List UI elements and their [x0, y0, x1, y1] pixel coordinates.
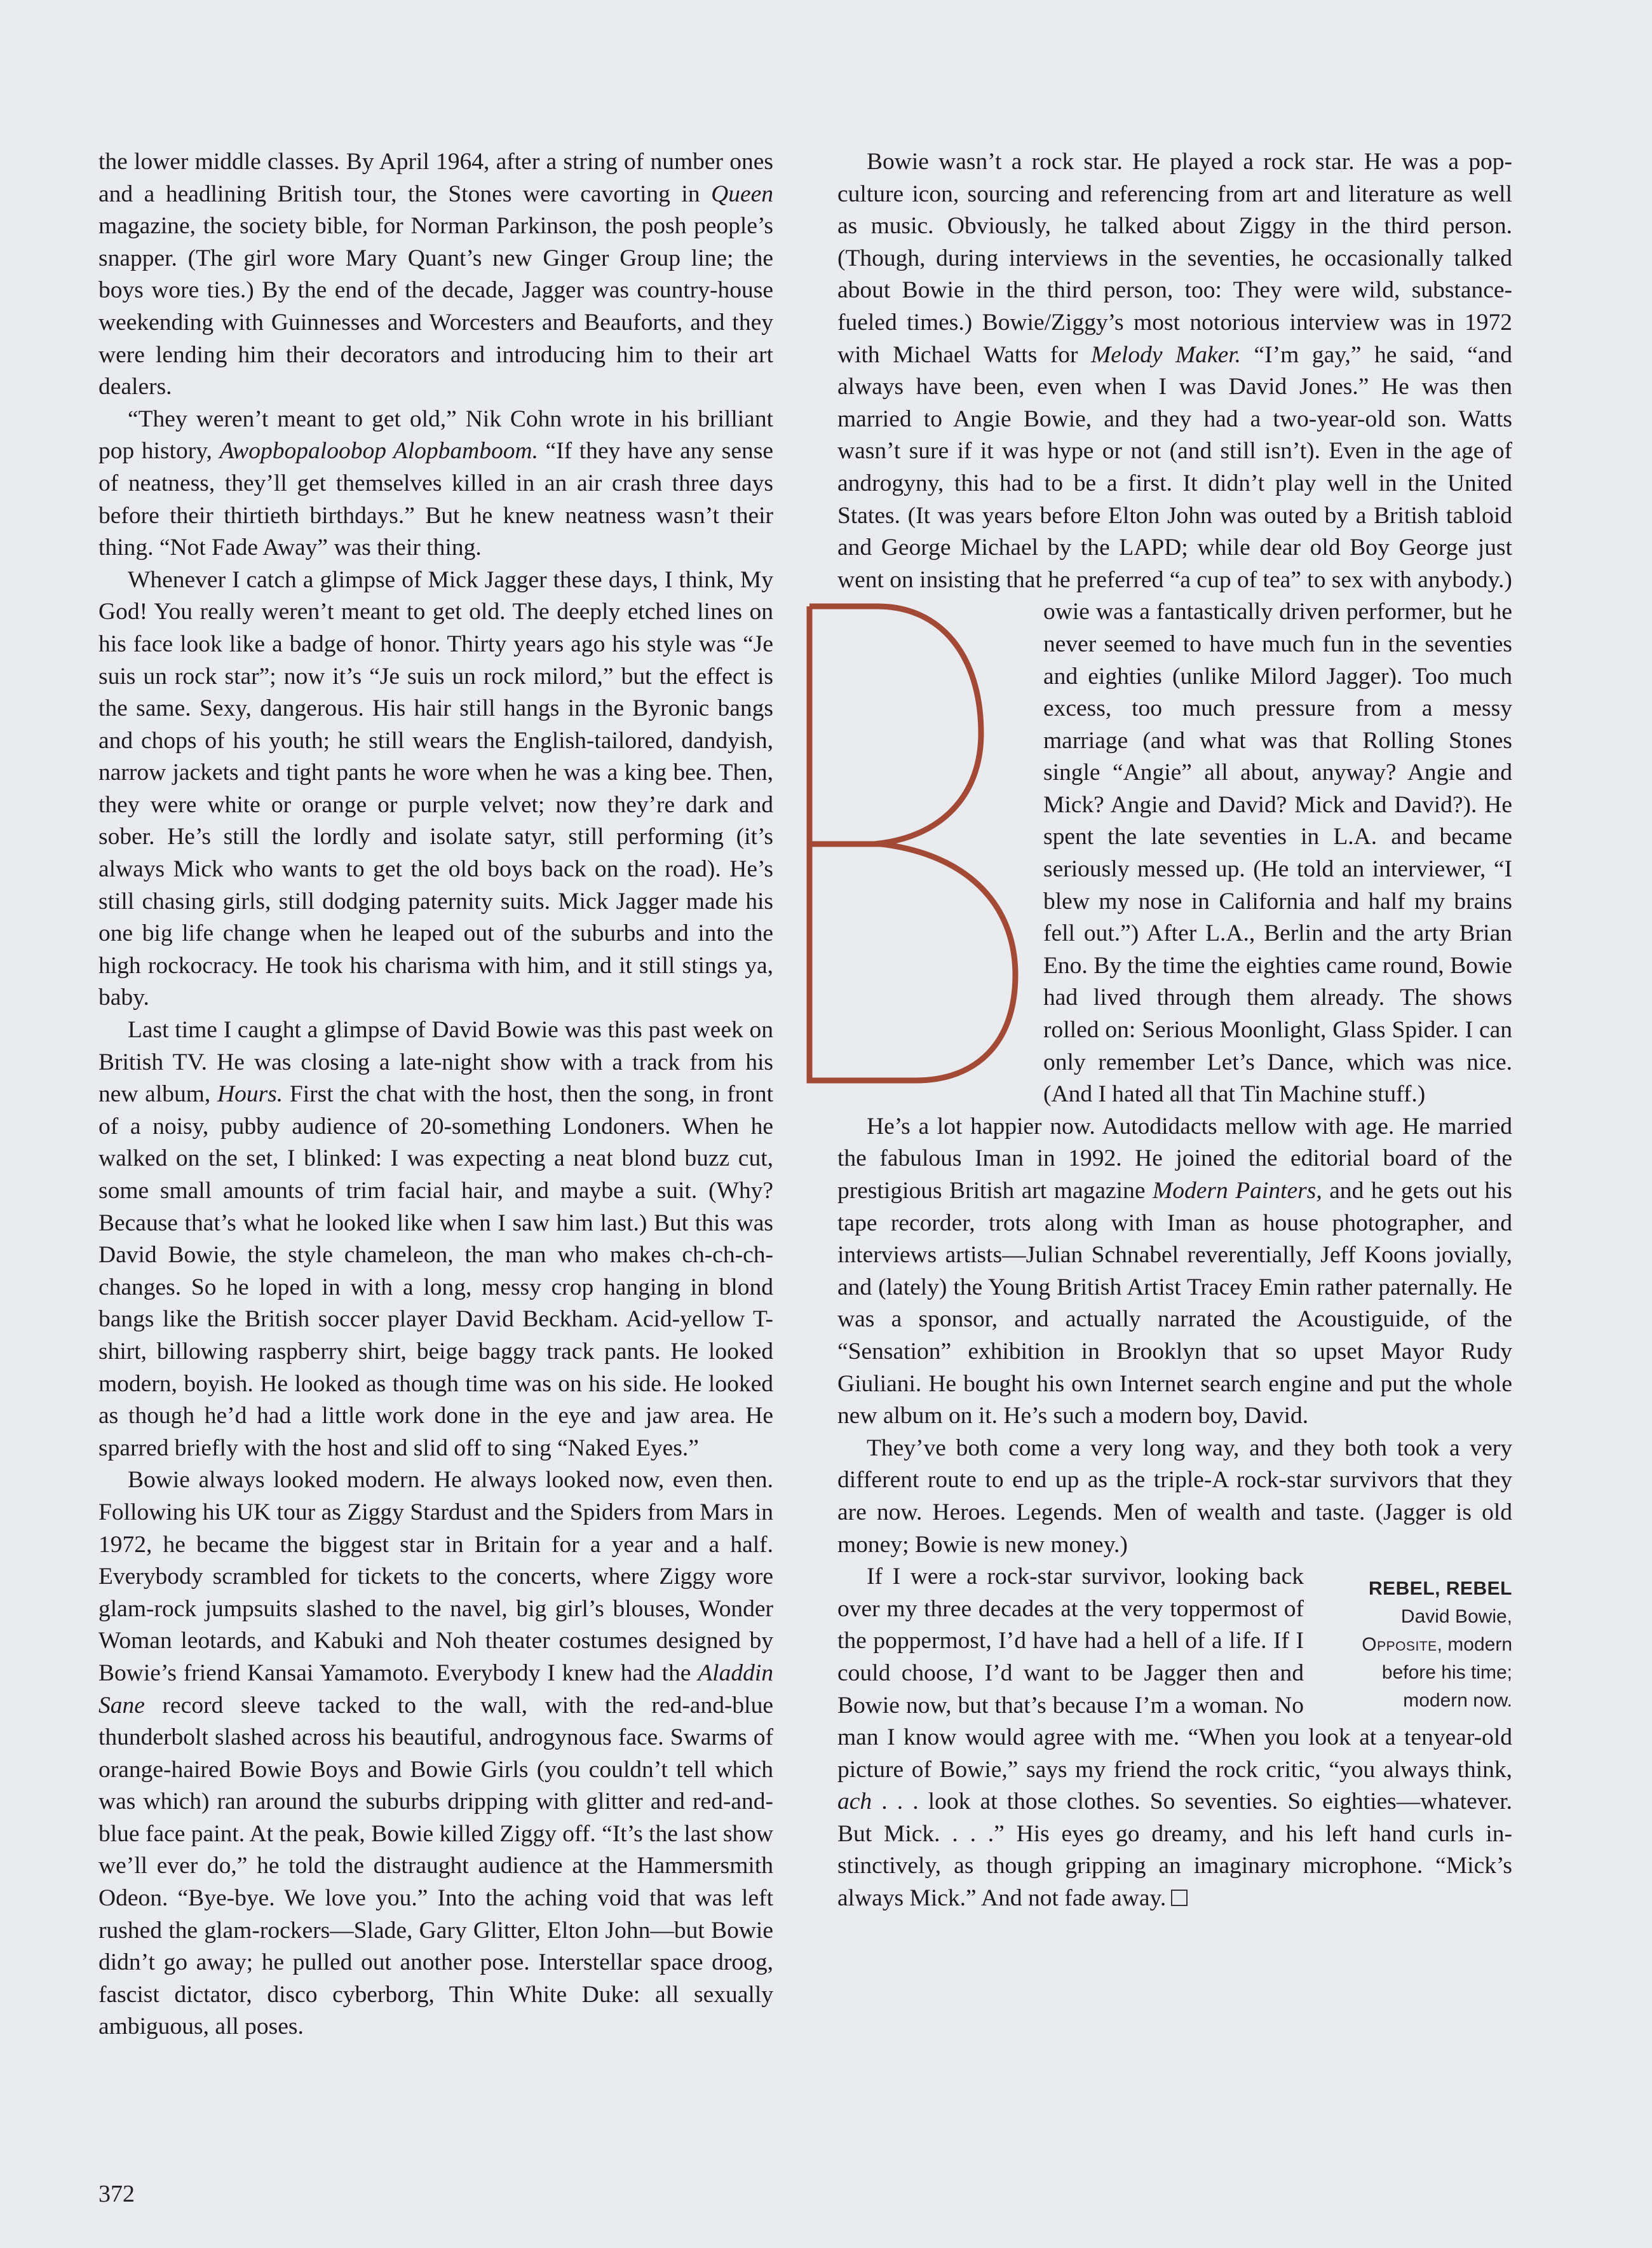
- right-column-top-text: [837, 146, 1512, 596]
- closing-paragraph-block: [837, 1561, 1512, 1915]
- paragraph-text: “If they have any sense of neatness, they’ll get themselves killed in an air crash three days before their thirtieth birthdays.” But he knew neatness wasn’t their thing. “Not Fade Away” was their thing.: [98, 438, 773, 561]
- right-column-bottom-text: [837, 1111, 1512, 1561]
- paragraph-text: He’s a lot happier now. Autodidacts mellow with age. He married the fabulous Iman in 1992. He joined the editorial board of the prestigious British art magazine: [837, 1113, 1512, 1204]
- paragraph-text: “I’m gay,” he said, “and always have been, even when I was David Jones.” He was then married to Angie Bowie, and they had a two-year-old son. Watts wasn’t sure if it was hype or not (and still isn’t). Even in the age of androgyny, this had to be a first. It didn’t play well in the United States. (It was years before Elton John was outed by a British tabloid and George Michael by the LAPD; while dear old Boy George just went on insisting that he preferred “a cup of tea” to sex with anybody.): [837, 341, 1512, 593]
- body-paragraph: [98, 564, 773, 1014]
- paragraph-text: “They weren’t meant to get old,” Nik Cohn wrote in his brilliant pop history,: [98, 405, 773, 465]
- body-paragraph: [837, 146, 1512, 596]
- paragraph-text: Whenever I catch a glimpse of Mick Jagger these days, I think, My God! You really weren’t meant to get old. The deeply etched lines on his face look like a badge of honor. Thirty years ago his style was “Je suis un rock star”; now it’s “Je suis un rock milord,” but the effect is the same. Sexy, dangerous. His hair still hangs in the Byronic bangs and chops of his youth; he still wears the English-tailored, dandyish, narrow jackets and tight pants he wore when he was a king bee. Then, they were white or orange or purple velvet; now they’re dark and sober. He’s still the lordly and isolate satyr, still performing (it’s always Mick who wants to get the old boys back on the road). He’s still chasing girls, still dodging paternity suits. Mick Jagger made his one big life change when he leaped out of the suburbs and into the high rockocracy. He took his charisma with him, and it still stings ya, baby.: [98, 566, 773, 1011]
- caption-line-2: , modern before his time; modern now.: [1381, 1634, 1512, 1712]
- paragraph-text: the lower middle classes. By April 1964, after a string of number ones and a headlining British tour, the Stones were cavorting in: [98, 149, 773, 207]
- photo-caption: [1322, 1575, 1512, 1715]
- caption-text: [1322, 1603, 1512, 1715]
- caption-line-1: David Bowie,: [1400, 1606, 1512, 1628]
- italic-title: Aladdin Sane: [98, 1659, 773, 1719]
- dropcap-b-graphic: [785, 599, 1027, 1088]
- page-number: 372: [98, 2181, 135, 2207]
- body-paragraph: [837, 1433, 1512, 1561]
- paragraph-text: Bowie always looked modern. He always looked now, even then. Following his UK tour as Ziggy Stardust and the Spiders from Mars in 1972, he became the biggest star in Britain for a year and a half. Everybody scrambled for tickets to the concerts, where Ziggy wore glam-rock jumpsuits slashed to the navel, big girl’s blouses, Wonder Woman leotards, and Kabuki and Noh theater costumes designed by Bowie’s friend Kansai Yamamoto. Everybody I knew had the: [98, 1467, 773, 1686]
- paragraph-text: They’ve both come a very long way, and they both took a very different route to end up as the triple-A rock-star survivors that they are now. Heroes. Legends. Men of wealth and taste. (Jagger is old money; Bowie is new money.): [837, 1434, 1512, 1558]
- body-paragraph: [98, 404, 773, 564]
- body-paragraph: [98, 1014, 773, 1464]
- paragraph-text: Last time I caught a glimpse of David Bowie was this past week on British TV. He was closing a late-night show with a track from his new album,: [98, 1017, 773, 1108]
- italic-title: Melody Maker.: [1091, 341, 1242, 368]
- italic-title: Awopbopaloobop Alopbamboom.: [219, 438, 538, 465]
- dropcap-letter-b: [785, 599, 1027, 1088]
- body-paragraph: [837, 1111, 1512, 1433]
- end-of-article-mark: [1171, 1890, 1188, 1906]
- caption-opposite: Opposite: [1362, 1634, 1437, 1656]
- body-paragraph: [98, 146, 773, 404]
- paragraph-text: magazine, the society bible, for Norman Parkinson, the posh people’s snapper. (The girl wore Mary Quant’s new Ginger Group line; the boys wore ties.) By the end of the decade, Jagger was country-house weekending with Guinnesses and Worcesters and Beauforts, and they were lending him their decorators and introducing him to their art dealers.: [98, 213, 773, 400]
- left-column: [98, 146, 773, 2043]
- right-column: [837, 146, 1512, 1915]
- paragraph-text: record sleeve tacked to the wall, with the red-and-blue thunderbolt slashed across his beautiful, androgynous face. Swarms of orange-haired Bowie Boys and Bowie Girls (you couldn’t tell which was which) ran around the suburbs dripping with glitter and red-and-blue face paint. At the peak, Bowie killed Ziggy off. “It’s the last show we’ll ever do,” he told the distraught audience at the Hammersmith Odeon. “Bye-bye. We love you.” Into the aching void that was left rushed the glam-rockers—Slade, Gary Glitter, Elton John—but Bowie didn’t go away; he pulled out another pose. Interstellar space droog, fascist dictator, disco cyberborg, Thin White Duke: all sexually ambiguous, all poses.: [98, 1692, 773, 2040]
- body-paragraph: [98, 1464, 773, 2043]
- closing-text-b: . . . look at those clothes. So seventies. So eighties—whatever. But Mick. . . .” His eyes go dreamy, and his left hand curls instinctively, as though gripping an imaginary microphone. “Mick’s always Mick.” And not fade away.: [837, 1788, 1512, 1912]
- italic-title: Hours.: [217, 1081, 283, 1108]
- dropcap-paragraph-block: [837, 596, 1512, 1111]
- italic-title: Queen: [711, 181, 773, 207]
- closing-italic-ach: ach: [837, 1788, 872, 1815]
- closing-text-a: If I were a rock-star survivor, looking back over my three decades at the very toppermost of the poppermost, I’d have had a hell of a life. If I could choose, I’d want to be Jagger then and Bowie now, but that’s because I’m a woman. No man I know would agree with me. “When you look at a tenyear-old picture of Bowie,” says my friend the rock critic, “you always think,: [837, 1563, 1512, 1783]
- dropcap-paragraph: owie was a fantastically driven performer, but he never seemed to have much fun in the seventies and eighties (unlike Milord Jagger). Too much excess, too much pressure from a messy marriage (and what was that Rolling Stones single “Angie” all about, anyway? Angie and Mick? Angie and David? Mick and David?). He spent the late seventies in L.A. and became seriously messed up. (He told an interviewer, “I blew my nose in California and half my brains fell out.”) After L.A., Berlin and the arty Brian Eno. By the time the eighties came round, Bowie had lived through them already. The shows rolled on: Serious Moonlight, Glass Spider. I can only remember Let’s Dance, which was nice. (And I hated all that Tin Machine stuff.): [1043, 599, 1512, 1108]
- paragraph-text: First the chat with the host, then the song, in front of a noisy, pubby audience of 20-something Londoners. When he walked on the set, I blinked: I was expecting a neat blond buzz cut, some small amounts of trim facial hair, and maybe a suit. (Why? Because that’s what he looked like when I saw him last.) But this was David Bowie, the style chameleon, the man who makes ch-ch-ch-changes. So he loped in with a long, messy crop hanging in blond bangs like the British soccer player David Beckham. Acid-yellow T-shirt, billowing raspberry shirt, beige baggy track pants. He looked modern, boyish. He looked as though time was on his side. He looked as though he’d had a little work done in the eye and jaw area. He sparred briefly with the host and slid off to sing “Naked Eyes.”: [98, 1081, 773, 1461]
- caption-title: REBEL, REBEL: [1368, 1578, 1512, 1600]
- italic-title: Modern Painters,: [1153, 1178, 1322, 1204]
- paragraph-text: Bowie wasn’t a rock star. He played a rock star. He was a pop-culture icon, sourcing and referencing from art and literature as well as music. Obviously, he talked about Ziggy in the third person. (Though, during interviews in the seventies, he occasionally talked about Bowie in the third person, too: They were wild, substance-fueled times.) Bowie/Ziggy’s most notorious interview was in 1972 with Michael Watts for: [837, 149, 1512, 368]
- paragraph-text: and he gets out his tape recorder, trots along with Iman as house photographer, and interviews artists—Julian Schnabel reverentially, Jeff Koons jovially, and (lately) the Young British Artist Tracey Emin rather paternally. He was a sponsor, and actually narrated the Acoustiguide, of the “Sensation” exhibition in Brooklyn that so upset Mayor Rudy Giuliani. He bought his own Internet search engine and put the whole new album on it. He’s such a modern boy, David.: [837, 1178, 1513, 1429]
